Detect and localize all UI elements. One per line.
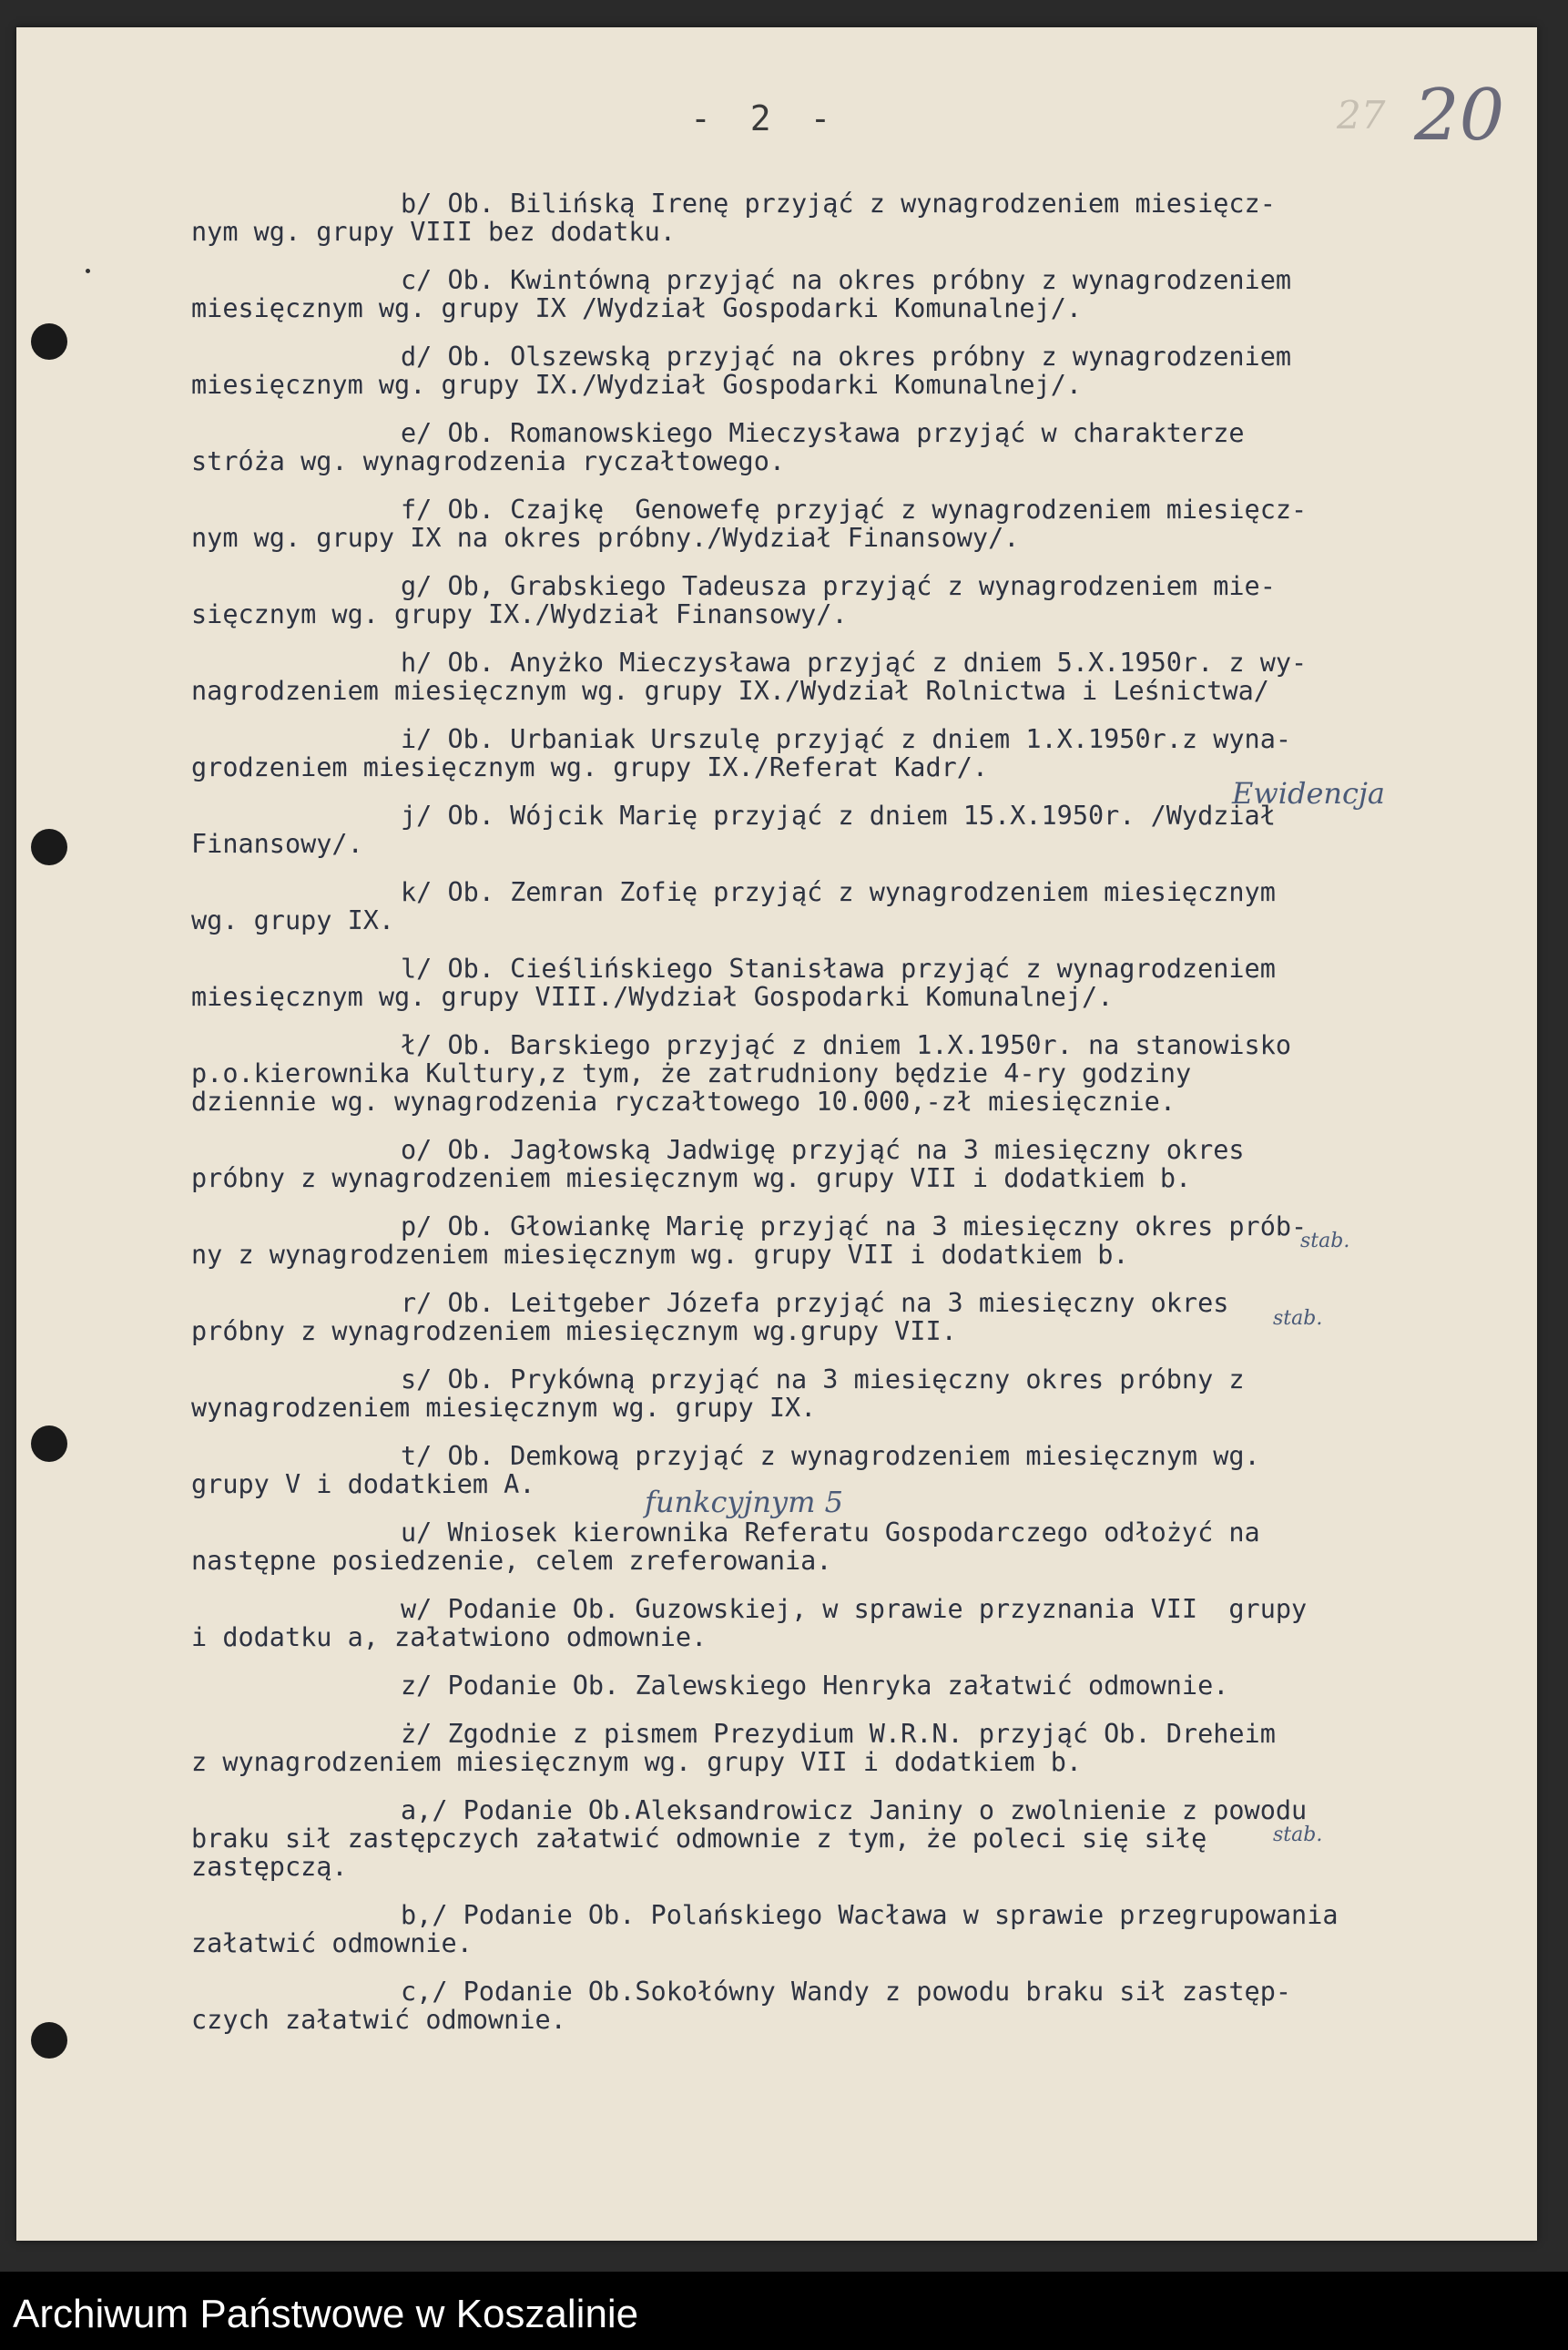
entry-line: f/ Ob. Czajkę Genowefę przyjąć z wynagrodzeniem miesięcz- [401,495,1308,525]
entry-line: s/ Ob. Prykówną przyjąć na 3 miesięczny okres próbny z [401,1364,1245,1395]
resolution-entry [191,1595,1539,1651]
archive-name: Archiwum Państwowe w Koszalinie [13,2292,639,2336]
resolution-entry [191,1365,1539,1422]
entry-line: c,/ Podanie Ob.Sokołówny Wandy z powodu braku sił zastęp- [401,1977,1292,2007]
entry-line: miesięcznym wg. grupy VIII./Wydział Gospodarki Komunalnej/. [191,982,1114,1012]
punch-hole-icon [31,323,67,360]
entry-line: h/ Ob. Anyżko Mieczysława przyjąć z dniem 5.X.1950r. z wy- [401,648,1308,678]
entry-line: grupy V i dodatkiem A. [191,1469,535,1499]
entry-line: czych załatwić odmownie. [191,2005,566,2035]
resolution-entry [191,496,1539,552]
resolution-entry [191,1031,1539,1116]
entry-line: i dodatku a, załatwiono odmownie. [191,1622,708,1652]
entry-line: nym wg. grupy IX na okres próbny./Wydział Finansowy/. [191,523,1020,553]
paper-speck [86,269,90,273]
entry-line: k/ Ob. Zemran Zofię przyjąć z wynagrodzeniem miesięcznym [401,877,1276,907]
handwritten-note-ewidencja: Ewidencja [1232,776,1385,811]
resolution-entry [191,1796,1539,1881]
entry-line: ny z wynagrodzeniem miesięcznym wg. grupy VII i dodatkiem b. [191,1240,1129,1270]
entry-line: Finansowy/. [191,829,363,859]
resolution-entry [191,1671,1539,1700]
punch-hole-icon [31,2022,67,2059]
entry-line: a,/ Podanie Ob.Aleksandrowicz Janiny o zwolnienie z powodu [401,1795,1308,1825]
resolution-entry [191,1442,1539,1498]
entry-line: l/ Ob. Cieślińskiego Stanisława przyjąć z wynagrodzeniem [401,954,1276,984]
entry-line: z/ Podanie Ob. Zalewskiego Henryka załatwić odmownie. [401,1671,1229,1701]
entry-line: b,/ Podanie Ob. Polańskiego Wacława w sprawie przegrupowania [401,1900,1339,1930]
resolution-entry [191,342,1539,399]
resolution-entry [191,1977,1539,2034]
entry-line: u/ Wniosek kierownika Referatu Gospodarczego odłożyć na [401,1517,1260,1548]
entry-line: c/ Ob. Kwintówną przyjąć na okres próbny z wynagrodzeniem [401,265,1292,295]
entry-line: nagrodzeniem miesięcznym wg. grupy IX./Wydział Rolnictwa i Leśnictwa/ [191,676,1269,706]
entry-line: zastępczą. [191,1852,348,1882]
entry-line: o/ Ob. Jagłowską Jadwigę przyjąć na 3 miesięczny okres [401,1135,1245,1165]
entry-line: miesięcznym wg. grupy IX./Wydział Gospodarki Komunalnej/. [191,370,1083,400]
entry-line: p.o.kierownika Kultury,z tym, że zatrudniony będzie 4-ry godziny [191,1058,1192,1088]
entry-line: ł/ Ob. Barskiego przyjąć z dniem 1.X.1950r. na stanowisko [401,1030,1292,1060]
entry-line: sięcznym wg. grupy IX./Wydział Finansowy/. [191,599,848,629]
punch-hole-icon [31,1425,67,1462]
handwritten-note-stab: stab. [1300,1230,1350,1252]
resolution-entry [191,189,1539,246]
resolution-entries [191,189,1539,2054]
old-folio-number: 27 [1337,93,1386,138]
resolution-entry [191,1720,1539,1776]
resolution-entry [191,878,1539,935]
folio-number: 20 [1414,75,1505,157]
entry-line: ż/ Zgodnie z pismem Prezydium W.R.N. przyjąć Ob. Dreheim [401,1719,1276,1749]
resolution-entry [191,419,1539,475]
entry-line: próbny z wynagrodzeniem miesięcznym wg. grupy VII i dodatkiem b. [191,1163,1192,1193]
resolution-entry [191,266,1539,322]
punch-hole-icon [31,829,67,865]
entry-line: załatwić odmownie. [191,1928,473,1958]
entry-line: t/ Ob. Demkową przyjąć z wynagrodzeniem miesięcznym wg. [401,1441,1260,1471]
entry-line: wynagrodzeniem miesięcznym wg. grupy IX. [191,1393,817,1423]
entry-line: b/ Ob. Bilińską Irenę przyjąć z wynagrodzeniem miesięcz- [401,189,1276,219]
entry-line: grodzeniem miesięcznym wg. grupy IX./Referat Kadr/. [191,752,989,782]
resolution-entry [191,649,1539,705]
entry-line: nym wg. grupy VIII bez dodatku. [191,217,676,247]
entry-line: braku sił zastępczych załatwić odmownie z tym, że poleci się siłę [191,1824,1207,1854]
resolution-entry [191,572,1539,628]
entry-line: w/ Podanie Ob. Guzowskiej, w sprawie przyznania VII grupy [401,1594,1308,1624]
archive-footer-bar [0,2272,1568,2350]
page-number: - 2 - [690,98,840,138]
resolution-entry [191,1136,1539,1192]
resolution-entry [191,725,1539,782]
entry-line: miesięcznym wg. grupy IX /Wydział Gospodarki Komunalnej/. [191,293,1083,323]
entry-line: następne posiedzenie, celem zreferowania. [191,1546,832,1576]
entry-line: j/ Ob. Wójcik Marię przyjąć z dniem 15.X.1950r. /Wydział [401,801,1276,831]
resolution-entry [191,1901,1539,1957]
entry-line: z wynagrodzeniem miesięcznym wg. grupy VII i dodatkiem b. [191,1747,1083,1777]
handwritten-note-stab: stab. [1273,1824,1323,1846]
entry-line: p/ Ob. Głowiankę Marię przyjąć na 3 miesięczny okres prób- [401,1211,1308,1241]
entry-line: stróża wg. wynagrodzenia ryczałtowego. [191,446,786,476]
entry-line: g/ Ob, Grabskiego Tadeusza przyjąć z wynagrodzeniem mie- [401,571,1276,601]
entry-line: wg. grupy IX. [191,905,395,935]
entry-line: e/ Ob. Romanowskiego Mieczysława przyjąć w charakterze [401,418,1245,448]
resolution-entry [191,955,1539,1011]
document-page [16,27,1537,2241]
entry-line: d/ Ob. Olszewską przyjąć na okres próbny z wynagrodzeniem [401,342,1292,372]
handwritten-note-funkcyjnym: funkcyjnym 5 [645,1485,843,1519]
handwritten-note-stab: stab. [1273,1307,1323,1330]
entry-line: próbny z wynagrodzeniem miesięcznym wg.grupy VII. [191,1316,957,1346]
resolution-entry [191,1289,1539,1345]
resolution-entry [191,1518,1539,1575]
entry-line: r/ Ob. Leitgeber Józefa przyjąć na 3 miesięczny okres [401,1288,1229,1318]
entry-line: dziennie wg. wynagrodzenia ryczałtowego 10.000,-zł miesięcznie. [191,1087,1176,1117]
entry-line: i/ Ob. Urbaniak Urszulę przyjąć z dniem 1.X.1950r.z wyna- [401,724,1292,754]
